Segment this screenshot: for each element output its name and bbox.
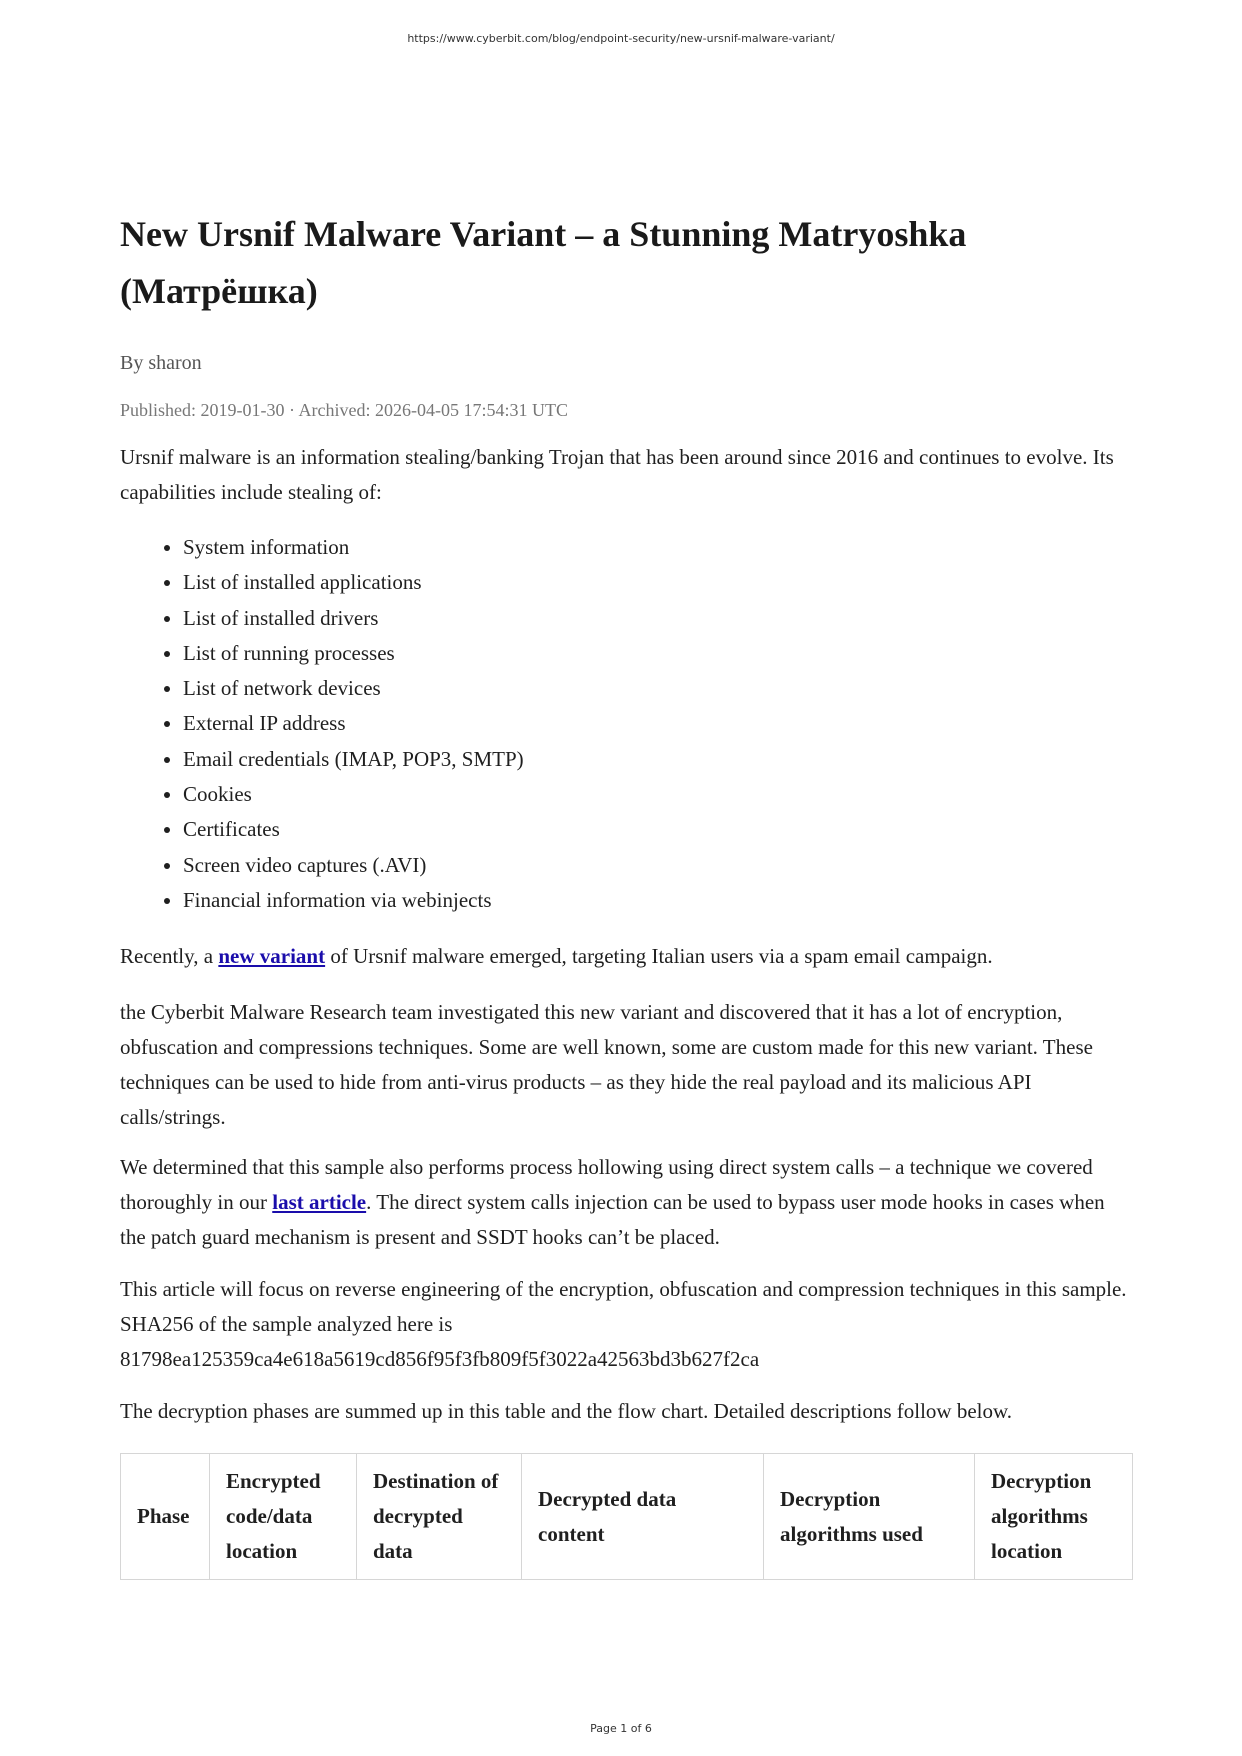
page-number: Page 1 of 6: [590, 1722, 652, 1735]
list-item: • List of network devices: [183, 671, 1133, 706]
list-item: • Financial information via webinjects: [183, 883, 1133, 918]
hollowing-text-before: We determined that this sample also performs process hollowing using direct system calls – a technique we covered thoroughly in our: [120, 1155, 1093, 1215]
focus-text: This article will focus on reverse engineering of the encryption, obfuscation and compression techniques in this sample. SHA256 of the sample analyzed here is: [120, 1277, 1127, 1337]
sha256-hash: 81798ea125359ca4e618a5619cd856f95f3fb809f5f3022a42563bd3b627f2ca: [120, 1347, 760, 1372]
process-hollowing-paragraph: [120, 1150, 1133, 1255]
table-header-phase: Phase: [121, 1454, 210, 1580]
summary-paragraph: The decryption phases are summed up in this table and the flow chart. Detailed descriptions follow below.: [120, 1399, 1013, 1424]
table-header-decrypted-content: Decrypted data content: [522, 1454, 764, 1580]
article-content: [120, 206, 1133, 1580]
table-header-row: [121, 1454, 1133, 1580]
page-url-header: https://www.cyberbit.com/blog/endpoint-security/new-ursnif-malware-variant/: [407, 32, 835, 45]
new-variant-link[interactable]: new variant: [218, 944, 326, 969]
list-item: • List of installed drivers: [183, 601, 1133, 636]
list-item: • Email credentials (IMAP, POP3, SMTP): [183, 742, 1133, 777]
article-title-line-2: (Матрёшка): [120, 271, 318, 311]
decryption-phases-table: [120, 1453, 1133, 1580]
recently-text-before: Recently, a: [120, 944, 219, 969]
list-item: • Screen video captures (.AVI): [183, 848, 1133, 883]
list-item: • List of running processes: [183, 636, 1133, 671]
hollowing-text-after: . The direct system calls injection can be used to bypass user mode hooks in cases when the patch guard mechanism is present and SSDT hooks can’t be placed.: [120, 1190, 1105, 1250]
table-header-encrypted-location: Encrypted code/data location: [210, 1454, 357, 1580]
author-byline: By sharon: [120, 352, 202, 374]
table-header-algorithms-used: Decryption algorithms used: [764, 1454, 975, 1580]
list-item: • Cookies: [183, 777, 1133, 812]
list-item: • Certificates: [183, 812, 1133, 847]
recently-paragraph: [120, 939, 1133, 974]
intro-paragraph: Ursnif malware is an information stealing/banking Trojan that has been around since 2016 and continues to evolve. Its capabilities include stealing of:: [120, 445, 1114, 504]
list-item: • System information: [183, 530, 1133, 565]
focus-paragraph: [120, 1272, 1133, 1377]
article-title: [120, 206, 1133, 320]
capabilities-list: [120, 530, 1133, 918]
last-article-link[interactable]: last article: [272, 1190, 367, 1215]
article-title-line-1: New Ursnif Malware Variant – a Stunning Matryoshka: [120, 214, 967, 254]
publish-metadata: Published: 2019-01-30 · Archived: 2026-04-05 17:54:31 UTC: [120, 400, 568, 420]
list-item: • External IP address: [183, 706, 1133, 741]
table-header-algorithms-location: Decryption algorithms location: [975, 1454, 1133, 1580]
list-item: • List of installed applications: [183, 565, 1133, 600]
research-team-paragraph: the Cyberbit Malware Research team investigated this new variant and discovered that it has a lot of encryption, obfuscation and compressions techniques. Some are well known, some are custom made for this new variant. These techniques can be used to hide from anti-virus products – as they hide the real payload and its malicious API calls/strings.: [120, 1000, 1093, 1130]
recently-text-after: of Ursnif malware emerged, targeting Italian users via a spam email campaign.: [325, 944, 993, 969]
table-header-destination: Destination of decrypted data: [357, 1454, 522, 1580]
